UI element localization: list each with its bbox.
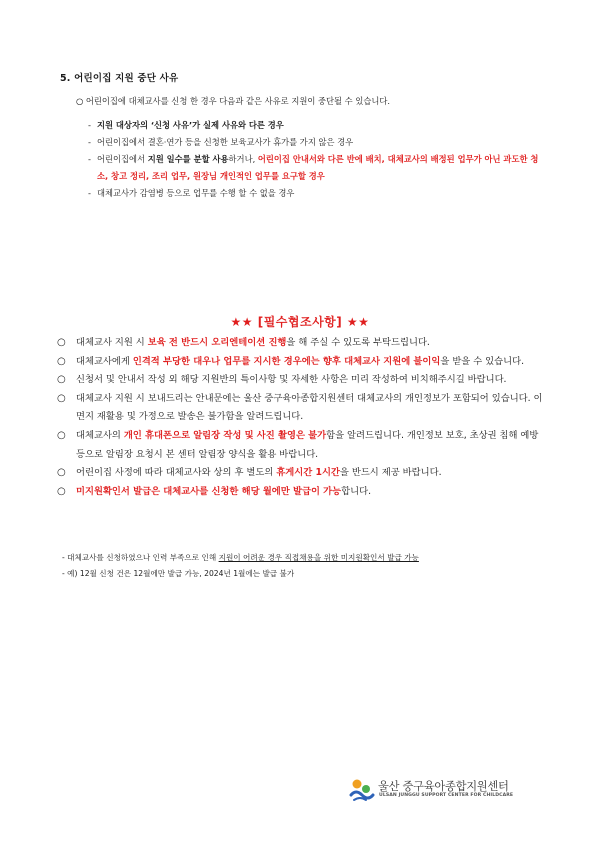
body-text: 대체교사 지원 시 [76,337,148,348]
reason-item [88,151,548,185]
underlined-text: 지원이 어려운 경우 직접채용을 위한 미지원확인서 발급 가능 [218,553,419,562]
body-text: 을 반드시 제공 바랍니다. [339,467,442,479]
notice-item [57,334,545,353]
circle-bullet-icon: ○ [57,337,66,348]
body-text: 신청서 및 안내서 작성 외 해당 지원반의 특이사항 및 자세한 사항은 미리 작성하여 비치해주시길 바랍니다. [76,374,507,386]
note-line [62,550,552,566]
notice-notes [62,550,552,581]
body-text: 대체교사가 감염병 등으로 업무를 수행 할 수 없을 경우 [97,188,295,198]
body-text: 지원 일수를 분할 사용 [147,154,229,164]
notice-item [57,390,545,427]
notice-item [57,371,545,390]
body-text: 대체교사에게 [76,355,133,367]
emphasis-text: 휴게시간 1시간 [276,467,340,479]
reason-item [88,185,548,202]
circle-bullet-icon: ○ [57,485,66,497]
dash-bullet: - [88,154,91,164]
body-text: 어린이집 사정에 따라 대체교사와 상의 후 별도의 [76,467,277,479]
circle-bullet-icon: ○ [57,355,66,367]
suspension-reasons-list [88,117,548,202]
body-text: 을 받을 수 있습니다. [440,355,525,367]
body-text: 대체교사의 [76,429,124,441]
body-text: 대체교사 지원 시 보내드리는 안내문에는 울산 중구육아종합지원센터 대체교사의 개인정보가 포함되어 있습니다. 이면지 재활용 및 가정으로 발송은 불가함을 알려드립니다. [76,392,543,423]
emphasis-text: 보육 전 반드시 오리엔테이션 진행 [147,337,287,348]
circle-bullet-icon: ○ [57,392,66,404]
body-text: 하거나, [228,154,258,164]
body-text: 합니다. [341,485,372,497]
emphasis-text: 인격적 부당한 대우나 업무를 지시한 경우에는 향후 대체교사 지원에 불이익 [132,355,441,367]
reason-item [88,117,548,134]
body-text: - 대체교사를 신청하였으나 인력 부족으로 인해 [62,553,219,562]
dash-bullet: - [88,120,91,130]
section-intro: ○ 어린이집에 대체교사를 신청 한 경우 다음과 같은 사유로 지원이 중단될 수 있습니다. [76,96,391,106]
org-name-english: ULSAN JUNGGU SUPPORT CENTER FOR CHILDCARE [379,793,514,798]
notice-item [57,353,545,372]
emphasis-text: 미지원확인서 발급은 대체교사를 신청한 해당 월에만 발급이 가능 [76,485,342,497]
body-text: 어린이집에서 결혼·연가 등을 신청한 보육교사가 휴가를 가지 않은 경우 [97,137,354,147]
section-title: 5. 어린이집 지원 중단 사유 [60,73,179,84]
center-logo-icon [348,775,376,805]
body-text: 지원 대상자의 ‘신청 사유’가 실제 사유와 다른 경우 [97,120,284,130]
footer-logo [348,775,548,805]
circle-bullet-icon: ○ [57,374,66,386]
notice-item [57,427,545,464]
body-text: 어린이집에서 [97,154,148,164]
notice-heading: ★★ [필수협조사항] ★★ [230,315,370,329]
notice-list [57,334,545,501]
reason-item [88,134,548,151]
body-text: - 예) 12월 신청 건은 12월에만 발급 가능, 2024년 1월에는 발급 불가 [62,568,295,578]
body-text: 함을 알려드립니다. 개인정보 보호, 초상권 침해 예방 등으로 알림장 요청시 본 센터 알림장 양식을 활용 바랍니다. [76,429,539,460]
emphasis-text: 어린이집 안내서와 다른 반에 배치, 대체교사의 배정된 업무가 아닌 과도한 청소, 창고 정리, 조리 업무, 원장님 개인적인 업무를 요구할 경우 [97,154,539,181]
body-text: 을 해 주실 수 있도록 부탁드립니다. [286,337,430,348]
emphasis-text: 개인 휴대폰으로 알림장 작성 및 사진 촬영은 불가 [123,429,327,441]
org-name: 울산 중구육아종합지원센터 [378,780,509,793]
dash-bullet: - [88,137,91,147]
dash-bullet: - [88,188,91,198]
note-line [62,566,552,582]
notice-item [57,464,545,483]
notice-item [57,483,545,502]
circle-bullet-icon: ○ [57,467,66,479]
circle-bullet-icon: ○ [57,429,66,441]
